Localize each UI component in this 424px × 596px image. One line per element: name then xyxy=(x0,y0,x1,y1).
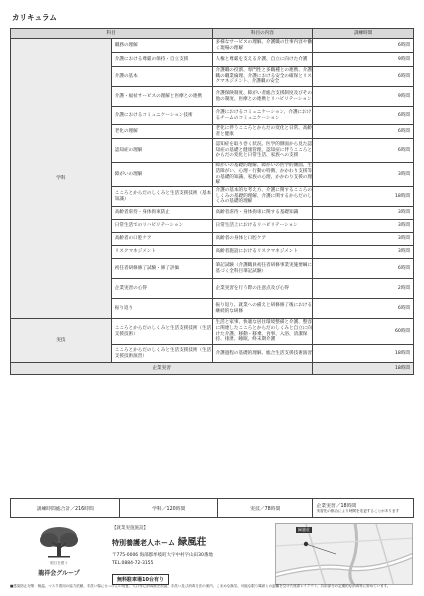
section-title: カリキュラム xyxy=(12,13,57,22)
summary-study: 学科／120時間 xyxy=(120,499,218,517)
row-subject: こころとからだのしくみと生活支援技術（生活支援技術） xyxy=(111,319,212,345)
logo-caption: 明日を憩う xyxy=(50,561,68,565)
internship-row xyxy=(11,363,414,375)
row-hours: 60時間 xyxy=(313,319,414,345)
row-subject: 介護・福祉サービスの理解と医療との連携 xyxy=(111,87,212,107)
row-content: 筆記試験（介護職員初任者研修事業実施要綱に基づく全科目筆記試験） xyxy=(212,259,313,279)
row-subject: 振り返り xyxy=(111,299,212,319)
access-map xyxy=(275,523,413,585)
footer xyxy=(10,525,414,583)
row-content: 介護保険制度、障がい者総合支援制度及びその他の制度、医療との連携とリハビリテーション xyxy=(212,87,313,107)
row-subject: 介護における尊厳の保持・自立支援 xyxy=(111,53,212,67)
row-subject: 日常生活でのリハビリテーション xyxy=(111,220,212,233)
row-subject: 介護の基本 xyxy=(111,67,212,87)
row-hours: 9時間 xyxy=(313,53,414,67)
summary-practice: 実技／78時間 xyxy=(218,499,314,517)
header-content: 科目の内容 xyxy=(212,29,313,39)
row-content: 老化に伴うこころとからだの変化と日常、高齢者と健康 xyxy=(212,125,313,139)
map-marker-label: 緑風荘 xyxy=(298,527,310,532)
infection-control-note: ■感染防止対策：検温、マスク着用の協力依頼、手洗い場にせっけんの用意、入口等に消毒液を設置、手洗い及び消毒方法の案内、こまめな換気、可能な限り隣席との距離を空けた座席レイアウト、共用部分の定期的な消毒等に努めています。 xyxy=(10,584,391,588)
row-subject: 老化の理解 xyxy=(111,125,212,139)
row-content: 介護職の役割、専門性と多職種との連携、介護職の職業倫理、介護における安全の確保とリスクマネジメント、介護職の安全 xyxy=(212,67,313,87)
facility-tag: 【就業実施施設】 xyxy=(112,526,148,531)
row-hours: 2時間 xyxy=(313,279,414,299)
row-content: 企業実習を行う際の注意点及び心得 xyxy=(212,279,313,299)
row-subject: リスクマネジメント xyxy=(111,246,212,259)
row-content: 日常生活上におけるリハビリテーション xyxy=(212,220,313,233)
row-content: 認知症を取り巻く状況、医学的側面から見た認知症の基礎と健康管理、認知症に伴うこころとからだの変化と日常生活、家族への支援 xyxy=(212,139,313,163)
row-content: 障がいの基礎的理解、障がいの医学的側面、生活障がい、心理・行動の特徴、かかわり支援等の基礎的知識、家族の心理、かかわり支援の理解 xyxy=(212,163,313,187)
row-content: 振り返り、就業への備えと研修修了後における継続的な研修 xyxy=(212,299,313,319)
row-subject: 高齢者虐待・身体拘束防止 xyxy=(111,207,212,220)
table-header-row xyxy=(11,29,414,39)
row-subject: 障がいの理解 xyxy=(111,163,212,187)
row-content: 高齢者虐待・身体拘束に関する基礎知識 xyxy=(212,207,313,220)
facility-title: 緑風荘 xyxy=(177,537,207,548)
row-hours: 6時間 xyxy=(313,125,414,139)
row-hours: 6時間 xyxy=(313,139,414,163)
group-logo xyxy=(30,525,88,580)
row-subject: 介護におけるコミュニケーション技術 xyxy=(111,107,212,125)
row-content: 介護におけるコミュニケーション、介護におけるチームのコミュニケーション xyxy=(212,107,313,125)
row-content: 多様なサービスの理解、介護職の仕事内容や働く現場の理解 xyxy=(212,39,313,53)
tree-icon xyxy=(38,525,80,559)
row-content: 高齢者の身体と口腔ケア xyxy=(212,233,313,246)
row-hours: 18時間 xyxy=(313,187,414,207)
category-practice: 実技 xyxy=(11,319,112,363)
summary-internship-hours: 企業実習／18時間 xyxy=(316,504,357,510)
row-subject: こころとからだのしくみと生活支援技術（生活支援技術演習） xyxy=(111,345,212,363)
row-content: 人権と尊厳を支える介護、自立に向けた介護 xyxy=(212,53,313,67)
row-content: 生活と家事、快適な居住環境整備と介護、整容に関連したこころとからだのしくみと自立に向けた介護、移動・移乗、食事、入浴、清潔保持、排泄、睡眠、終末期介護 xyxy=(212,319,313,345)
row-hours: 6時間 xyxy=(313,67,414,87)
map-drawing xyxy=(276,524,413,585)
row-hours: 18時間 xyxy=(313,345,414,363)
row-hours: 6時間 xyxy=(313,107,414,125)
facility-name xyxy=(112,534,262,548)
row-subject: 初任者研修修了試験・修了評価 xyxy=(111,259,212,279)
table-row xyxy=(11,319,414,345)
row-hours: 3時間 xyxy=(313,163,414,187)
summary-internship-note: 実習先の都合により時間を変更することがあります xyxy=(316,509,400,514)
row-hours: 3時間 xyxy=(313,246,414,259)
row-hours: 6時間 xyxy=(313,259,414,279)
logo-group-name: 龍祥会グループ xyxy=(38,570,80,577)
row-hours: 3時間 xyxy=(313,220,414,233)
hours-summary xyxy=(10,498,414,518)
facility-info xyxy=(112,525,262,585)
row-hours: 6時間 xyxy=(313,39,414,53)
row-hours: 3時間 xyxy=(313,207,414,220)
row-subject: 職務の理解 xyxy=(111,39,212,53)
parking-badge: 無料駐車場10台有り xyxy=(112,574,169,585)
row-subject: 認知症の理解 xyxy=(111,139,212,163)
category-study: 学科 xyxy=(11,39,112,319)
row-hours: 9時間 xyxy=(313,87,414,107)
row-content: 介護の基本的な考え方、介護に関するこころのしくみの基礎的理解、介護に関するからだのしくみの基礎的理解 xyxy=(212,187,313,207)
header-hours: 訓練時間 xyxy=(313,29,414,39)
facility-tel: TEL.0884-72-3155 xyxy=(112,561,154,566)
row-subject: こころとからだのしくみと生活支援技術（基本知識） xyxy=(111,187,212,207)
row-content: 介護過程の基礎的理解、総合生活支援技術演習 xyxy=(212,345,313,363)
row-hours: 6時間 xyxy=(313,299,414,319)
facility-address: 〒775-0006 海部郡牟岐町大字中村字山田30番地 xyxy=(112,553,213,558)
curriculum-table xyxy=(10,28,414,375)
summary-total: 訓練時間総合計／216時間 xyxy=(11,499,120,517)
internship-label: 企業実習 xyxy=(11,363,313,375)
row-hours: 3時間 xyxy=(313,233,414,246)
table-row xyxy=(11,39,414,53)
row-subject: 企業実習の心得 xyxy=(111,279,212,299)
facility-prefix: 特別養護老人ホーム xyxy=(112,539,175,547)
internship-hours: 18時間 xyxy=(313,363,414,375)
row-content: 高齢者施設におけるリスクマネジメント xyxy=(212,246,313,259)
row-subject: 高齢者の口腔ケア xyxy=(111,233,212,246)
header-subject: 科目 xyxy=(11,29,213,39)
summary-internship xyxy=(313,499,413,517)
